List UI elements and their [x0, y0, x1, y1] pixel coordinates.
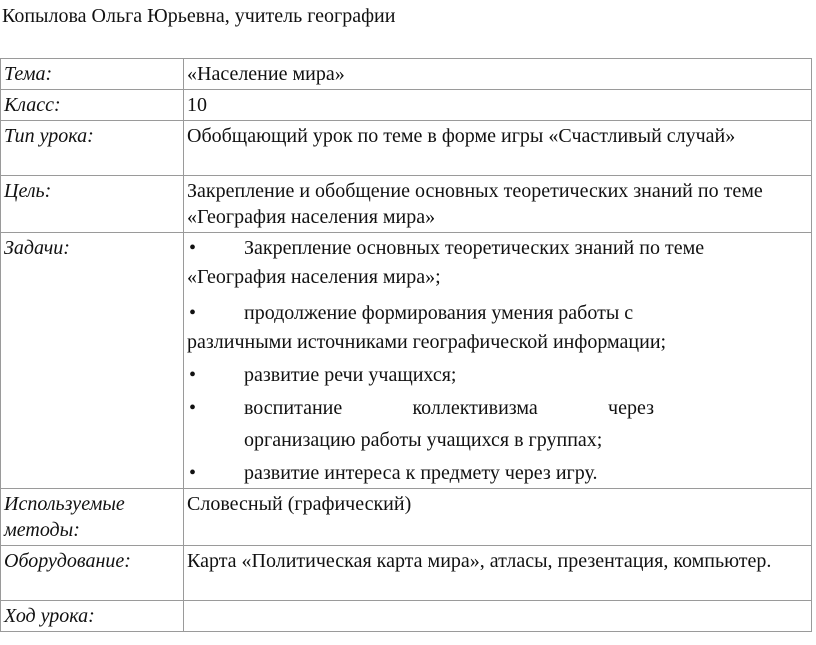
- row-value-lesson-type: Обобщающий урок по теме в форме игры «Счастливый случай»: [184, 121, 812, 176]
- task-text-continued: «География населения мира»;: [187, 266, 441, 288]
- task-text: развитие речи учащихся;: [244, 364, 457, 386]
- row-value-goal: Закрепление и обобщение основных теоретических знаний по теме «География населения мира»: [184, 176, 812, 233]
- task-text: продолжение формирования умения работы с: [244, 302, 634, 324]
- table-row: [1, 601, 812, 632]
- task-item: [187, 300, 811, 355]
- task-item: [187, 460, 811, 486]
- task-item: [187, 235, 811, 290]
- table-row: [1, 233, 812, 489]
- row-label-lesson-flow: Ход урока:: [1, 601, 184, 632]
- row-label-equipment: Оборудование:: [1, 546, 184, 601]
- task-word: коллективизма: [412, 397, 538, 419]
- table-row: [1, 546, 812, 601]
- table-row: [1, 489, 812, 546]
- lesson-plan-table: [0, 58, 812, 632]
- row-label-tasks: Задачи:: [1, 233, 184, 489]
- table-row: [1, 90, 812, 121]
- task-word: воспитание: [244, 397, 343, 419]
- row-value-equipment: Карта «Политическая карта мира», атласы, презентация, компьютер.: [184, 546, 812, 601]
- row-label-goal: Цель:: [1, 176, 184, 233]
- bullet-icon: •: [189, 237, 197, 259]
- bullet-icon: •: [189, 397, 197, 419]
- row-label-lesson-type: Тип урока:: [1, 121, 184, 176]
- row-value-lesson-flow: [184, 601, 812, 632]
- task-item: [187, 395, 811, 453]
- row-label-methods: Используемые методы:: [1, 489, 184, 546]
- row-label-class: Класс:: [1, 90, 184, 121]
- task-item: [187, 362, 811, 388]
- task-word: через: [608, 397, 654, 419]
- row-value-methods: Словесный (графический): [184, 489, 812, 546]
- row-value-topic: «Население мира»: [184, 59, 812, 90]
- task-text-continued: организацию работы учащихся в группах;: [244, 429, 603, 451]
- table-row: [1, 59, 812, 90]
- table-row: [1, 176, 812, 233]
- task-text-spread: [244, 395, 654, 421]
- task-text: развитие интереса к предмету через игру.: [244, 462, 598, 484]
- row-label-topic: Тема:: [1, 59, 184, 90]
- row-value-class: 10: [184, 90, 812, 121]
- document-header: Копылова Ольга Юрьевна, учитель географии: [2, 5, 396, 27]
- row-value-tasks: [184, 233, 812, 489]
- task-text-continued: различными источниками географической информации;: [187, 331, 667, 353]
- task-text: Закрепление основных теоретических знаний по теме: [244, 237, 705, 259]
- bullet-icon: •: [189, 364, 197, 386]
- bullet-icon: •: [189, 462, 197, 484]
- table-row: [1, 121, 812, 176]
- bullet-icon: •: [189, 302, 197, 324]
